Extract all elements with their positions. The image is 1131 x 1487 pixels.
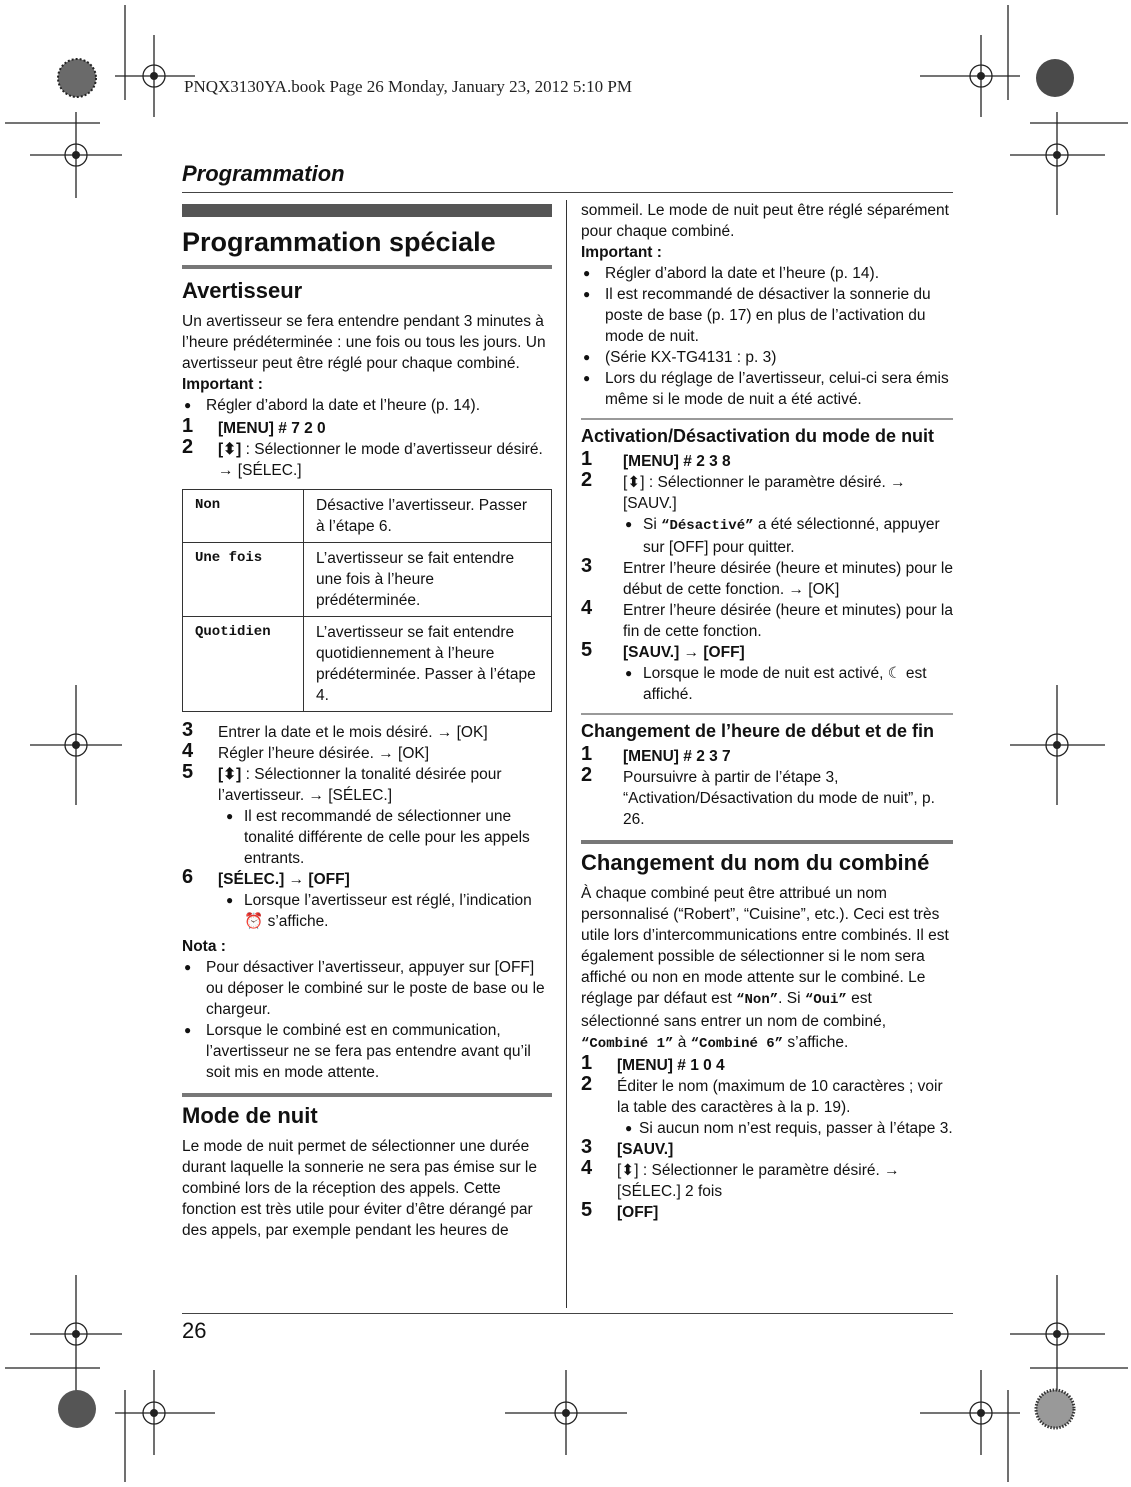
step-5 — [182, 761, 552, 806]
mode-nuit-heading: Mode de nuit — [182, 1103, 318, 1128]
section-bar — [182, 204, 552, 217]
step-text: [MENU] # 1 0 4 — [617, 1057, 725, 1074]
step-number: 2 — [581, 764, 593, 786]
step-1 — [581, 1052, 953, 1076]
nota-bullet: ● Pour désactiver l’avertisseur, appuyer sur [OFF] ou déposer le combiné sur le poste de base ou le chargeur. — [182, 957, 552, 1020]
step-text: [MENU] # 7 2 0 — [218, 420, 326, 437]
important-note — [581, 347, 953, 368]
step-5 — [581, 639, 953, 663]
bullet-text: Si — [643, 516, 662, 533]
step-text: [SÉLEC.] → [OFF] — [218, 871, 350, 888]
step-text: [SAUV.] → [OFF] — [623, 644, 745, 661]
changement-nom-text — [581, 883, 953, 1055]
footer-rule — [182, 1313, 953, 1314]
step-2 — [581, 764, 953, 830]
step-number: 4 — [182, 740, 194, 762]
step-text: [OFF] — [617, 1204, 659, 1221]
book-header: PNQX3130YA.book Page 26 Monday, January 23, 2012 5:10 PM — [184, 77, 632, 96]
step-number: 1 — [581, 1052, 593, 1074]
option-key: Non — [183, 490, 304, 543]
option-key: Une fois — [183, 543, 304, 617]
important-label: Important : — [581, 244, 662, 261]
option-table — [182, 489, 552, 712]
text-run: est sélectionné sans entrer un nom de combiné, — [581, 990, 887, 1030]
nota-bullet: ● Lorsque le combiné est en communication, l’avertisseur ne se fera pas entendre avant qu’il soit mis en mode attente. — [182, 1020, 552, 1083]
step-3 — [581, 1136, 953, 1160]
step-5-bullet: ● Lorsque le mode de nuit est activé, ☾ est affiché. — [581, 663, 953, 705]
bullet-text: a été sélectionné, appuyer sur [OFF] pour quitter. — [643, 516, 940, 556]
step-text: [MENU] # 2 3 8 — [623, 453, 731, 470]
step-1 — [182, 415, 552, 439]
text-run: s’affiche. — [783, 1034, 849, 1051]
column-separator — [566, 200, 567, 1308]
page-number: 26 — [182, 1318, 207, 1343]
step-text: Entrer l’heure désirée (heure et minutes) pour le début de cette fonction. → [OK] — [623, 560, 953, 598]
option-desc: Désactive l’avertisseur. Passer à l’étape 6. — [304, 490, 552, 543]
important-bullet: ● Régler d’abord la date et l’heure (p. 14). — [581, 263, 953, 284]
step-number: 2 — [182, 436, 194, 458]
step-1 — [581, 448, 953, 472]
continued-text: sommeil. Le mode de nuit peut être réglé séparément pour chaque combiné. — [581, 202, 949, 240]
option-desc: L’avertisseur se fait entendre une fois à l’heure prédéterminée. — [304, 543, 552, 617]
nota-label: Nota : — [182, 938, 226, 955]
scroll-key-icon: [⬍] — [218, 766, 242, 783]
step-2 — [581, 1073, 953, 1118]
display-value: “Oui” — [804, 992, 847, 1008]
step-text: : Sélectionner le mode d’avertisseur désiré. → [SÉLEC.] — [218, 441, 543, 479]
option-desc: L’avertisseur se fait entendre quotidiennement à l’heure prédéterminée. Passer à l’étape 4. — [304, 617, 552, 712]
step-5-bullet: ● Il est recommandé de sélectionner une tonalité différente de celle pour les appels entrants. — [182, 806, 552, 869]
important-bullet: ● Régler d’abord la date et l’heure (p. 14). — [182, 395, 552, 416]
step-text: Poursuivre à partir de l’étape 3, “Activation/Désactivation du mode de nuit”, p. 26. — [623, 769, 935, 828]
activation-section — [581, 418, 953, 705]
page-title: Programmation spéciale — [182, 227, 552, 269]
table-row — [183, 617, 552, 712]
right-column — [581, 200, 953, 1223]
step-text: [SAUV.] — [617, 1141, 674, 1158]
step-number: 2 — [581, 469, 593, 491]
step-text: Entrer l’heure désirée (heure et minutes) pour la fin de cette fonction. — [623, 602, 953, 640]
step-4 — [182, 740, 552, 764]
important-label: Important : — [182, 376, 263, 393]
important-bullet: ● Il est recommandé de désactiver la sonnerie du poste de base (p. 17) en plus de l’activation du mode de nuit. — [581, 284, 953, 347]
avertisseur-heading: Avertisseur — [182, 278, 303, 303]
table-row — [183, 490, 552, 543]
step-number: 5 — [581, 639, 593, 661]
step-text: [⬍] : Sélectionner le paramètre désiré. → [SÉLEC.] 2 fois — [617, 1162, 900, 1200]
step-3 — [182, 719, 552, 743]
changement-heure-section — [581, 713, 953, 830]
step-number: 1 — [581, 448, 593, 470]
step-number: 3 — [581, 555, 593, 577]
step-text: Entrer la date et le mois désiré. → [OK] — [218, 724, 488, 741]
left-column — [182, 204, 552, 1241]
step-2-bullet: ● Si aucun nom n’est requis, passer à l’étape 3. — [581, 1118, 953, 1139]
step-number: 5 — [581, 1199, 593, 1221]
step-number: 5 — [182, 761, 194, 783]
important-note-text: (Série KX-TG4131 : p. 3) — [605, 349, 777, 366]
step-number: 1 — [581, 743, 593, 765]
step-2 — [182, 436, 552, 481]
scroll-key-icon: [⬍] — [218, 441, 242, 458]
step-1 — [581, 743, 953, 767]
step-6 — [182, 866, 552, 890]
avertisseur-intro: Un avertisseur se fera entendre pendant 3 minutes à l’heure prédéterminée : une fois ou tous les jours. Un avertisseur peut être réglé pour chaque combiné. — [182, 313, 546, 372]
step-text: Éditer le nom (maximum de 10 caractères ; voir la table des caractères à la p. 19). — [617, 1078, 943, 1116]
step-number: 6 — [182, 866, 194, 888]
changement-nom-heading: Changement du nom du combiné — [581, 850, 930, 875]
display-value: “Désactivé” — [661, 518, 754, 534]
running-title: Programmation — [182, 161, 345, 186]
step-3 — [581, 555, 953, 600]
display-value: “Non” — [736, 992, 779, 1008]
text-run: à — [673, 1034, 691, 1051]
activation-heading: Activation/Désactivation du mode de nuit — [581, 426, 935, 446]
step-6-bullet: ● Lorsque l’avertisseur est réglé, l’indication ⏰ s’affiche. — [182, 890, 552, 932]
step-text: Régler l’heure désirée. → [OK] — [218, 745, 430, 762]
option-key: Quotidien — [183, 617, 304, 712]
step-4 — [581, 1157, 953, 1202]
step-5 — [581, 1199, 953, 1223]
table-row — [183, 543, 552, 617]
step-2 — [581, 469, 953, 514]
text-run: . Si — [778, 990, 805, 1007]
display-value: “Combiné 1” — [581, 1036, 674, 1052]
step-number: 2 — [581, 1073, 593, 1095]
mode-nuit-section — [182, 1093, 552, 1241]
mode-nuit-text: Le mode de nuit permet de sélectionner une durée durant laquelle la sonnerie ne sera pas émise sur le combiné lors de la réception des appels. Cette fonction est très utile pour éviter d’être dérangé par des appels, par exemple pendant les heures de — [182, 1138, 537, 1239]
step-number: 4 — [581, 1157, 593, 1179]
changement-heure-heading: Changement de l’heure de début et de fin — [581, 721, 935, 741]
step-text: [MENU] # 2 3 7 — [623, 748, 731, 765]
step-number: 3 — [581, 1136, 593, 1158]
step-text: : Sélectionner la tonalité désirée pour l’avertisseur. → [SÉLEC.] — [218, 766, 502, 804]
text-run: À chaque combiné peut être attribué un nom personnalisé (“Robert”, “Cuisine”, etc.). Ceci est très utile lors d’intercommunications entre combinés. Il est également possible de sélectionner si le nom sera affiché ou non en mode attente sur le combiné. Le réglage par défaut est — [581, 885, 949, 1007]
step-number: 4 — [581, 597, 593, 619]
changement-nom-section — [581, 840, 953, 1223]
step-number: 1 — [182, 415, 194, 437]
display-value: “Combiné 6” — [690, 1036, 784, 1052]
header-rule — [182, 192, 953, 193]
step-4 — [581, 597, 953, 642]
step-number: 3 — [182, 719, 194, 741]
important-bullet: ● Lors du réglage de l’avertisseur, celui-ci sera émis même si le mode de nuit a été activé. — [581, 368, 953, 410]
step-2-bullet — [581, 514, 953, 558]
step-text: [⬍] : Sélectionner le paramètre désiré. → [SAUV.] — [623, 474, 906, 512]
